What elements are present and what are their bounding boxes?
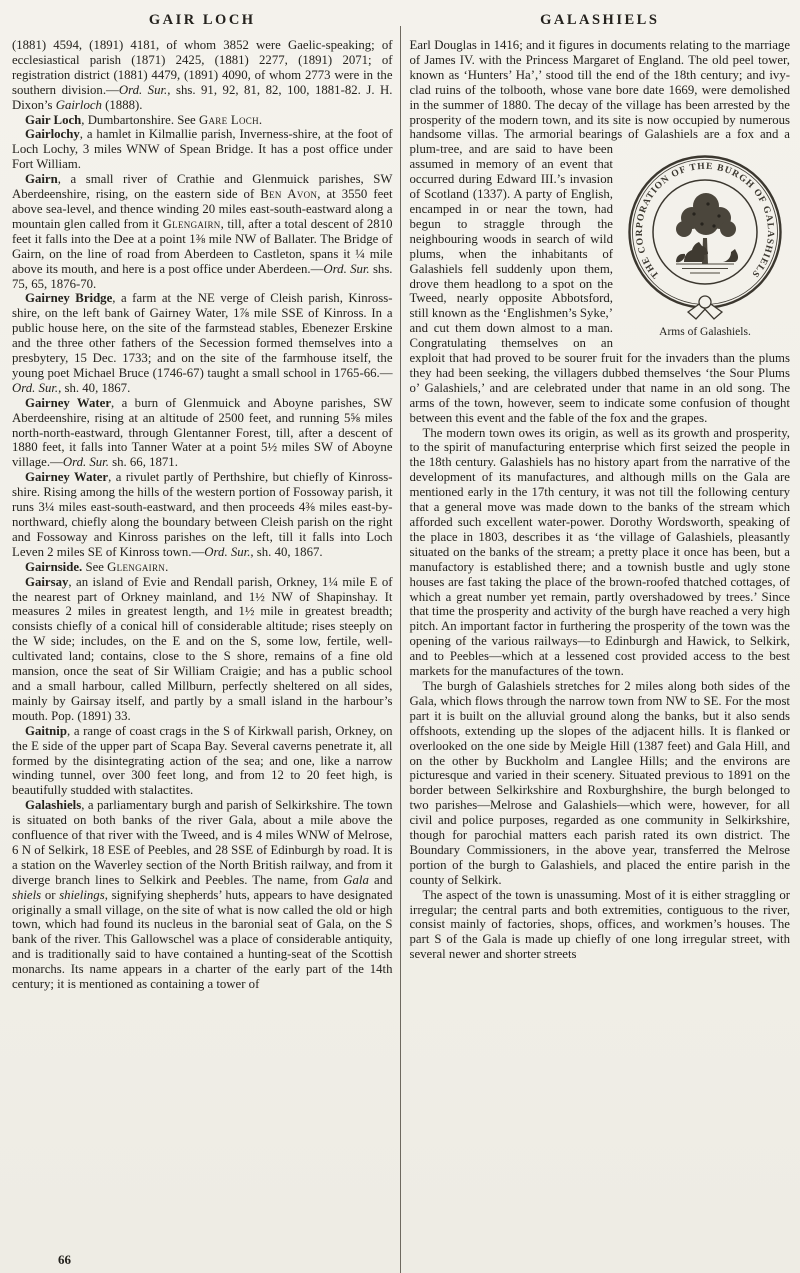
left-running-head: GAIR LOCH: [148, 12, 256, 28]
seal-fox-right: [723, 249, 738, 262]
seal-ring-text: THE CORPORATION OF THE BURGH OF GALASHIELS: [634, 162, 776, 281]
seal-ground: [676, 264, 734, 273]
paragraph-modern-town: The modern town owes its origin, as well as its growth and prosperity, to the spirit of manufacturing enterprise which first seized the people in the 18th century. Galashiels has no history apart from the narrative of the development of its manufactures, and although mills on the Gala are mentioned early in the 17th century, it was not till the following century that a general move was made down to the banks of the stream which afforded such excellent water-power. Dorothy Wordsworth, speaking of the place in 1803, describes it as ‘the village of Galashiels, pleasantly situated on the banks of the stream; a pretty place it once has been, but a manufactory is established there; and a townish bustle and ugly stone houses are fast taking the place of the brown-roofed thatched cottages, of which a great number yet remain, partly overshadowed by trees.’ Since that time the prosperity and activity of the burgh have reached a very high pitch. An important factor in furthering the prosperity of the town was the opening of the various railways—to Edinburgh and Hawick, to Selkirk, and to Peebles—which at a lessened cost provided access to the best markets for the manufactures of the town.: [409, 425, 790, 679]
galashiels-text-before-seal: Earl Douglas in 1416; and it figures in documents relating to the marriage of James IV. with the Princess Margaret of England. The old peel tower, known as ‘Hunters’ Ha’,’ stood till the end of the 18th century; and ivy-clad ruins of the tolbooth, whose vane bore date 1669, were demolished in the summer of 1880. The decay of the village has been arrested by the prosperity of the modern town, and its site is now occupied by numerous handsome villas. The armorial bearings of Galashiels: [409, 38, 790, 142]
entry-gairnside: Gairnside. See Glengairn.: [25, 559, 169, 574]
paragraph-burgh-extent: The burgh of Galashiels stretches for 2 miles along both sides of the Gala, which flows through the narrow town from NW to SE. For the most part it is built on the alluvial ground along the banks, but it also sends offshoots, extending up the slopes of the adjacent hills. It is flanked or overlooked on the one side by Meigle Hill (1387 feet) and Gala Hill, and on the other by Buckholm and Langlee Hills; and the environs are picturesque and varied in their scenery. Situated previous to 1891 on the border between Selkirkshire and Roxburghshire, the burgh belonged to two parishes—Melrose and Galashiels—which were, however, for all civil and police purposes, regarded as one community in Selkirkshire, though for parochial matters each parish rated its own district. The Boundary Commissioners, in the above year, transferred the Melrose portion of the burgh to Galashiels, and placed the entire parish in the county of Selkirk.: [409, 678, 790, 887]
entry-gairlochy: Gairlochy, a hamlet in Kilmallie parish, Inverness-shire, at the foot of Loch Lochy, 3 miles WNW of Spean Bridge. It has a post office under Fort William.: [12, 127, 393, 172]
paragraph-town-aspect: The aspect of the town is unassuming. Most of it is either straggling or irregular; the central parts and both extremities, contiguous to the river, consist mainly of factories, shops, offices, and workmen’s houses. The part S of the Gala is made up chiefly of one long irregular street, with several newer and shorter streets: [409, 887, 790, 962]
entry-gairsay: Gairsay, an island of Evie and Rendall parish, Orkney, 1¼ mile E of the nearest part of Orkney mainland, and 1½ NW of Shapinshay. It measures 2 miles in greatest length, and 1½ mile in greatest breadth; consists chiefly of a conical hill of considerable altitude; rises steeply on the W side; includes, on the E and on the S, some low, fertile, well-cultivated land; contains, close to the S shore, remains of a fine old mansion, once the seat of Sir William Craigie; and has a public school and a small harbour, called Millburn, perfectly sheltered on all sides, mainly by Gairsay itself, and partly by a small island in the harbour’s mouth. Pop. (1891) 33.: [12, 574, 393, 723]
page-number: 66: [58, 1252, 71, 1267]
galashiels-text-after-seal: are a fox and a plum-tree, and are said to have been assumed in memory of an event that occurred during Edward III.’s invasion of Scotland (1337). A party of English, encamped in or near the town, had begun to straggle through the neighbouring woods in search of wild plums, when the inhabitants of Galashiels fell suddenly upon them, drove them headlong to a spot on the Tweed, nearly opposite Abbotsford, still known as the ‘Englishmen’s Syke,’ and cut them down almost to a man. Congratulating themselves on an exploit that had proved to be sourer fruit for the invaders than the plums they had been seeking, the villagers dubbed themselves ‘the Sour Plums o’ Galashiels,’ and are celebrated under that name in an old song. The arms of the town, however, seem to indicate some confusion of thought between this event and the fable of the fox and the grapes.: [409, 127, 790, 425]
entry-gairney-water-burn: Gairney Water, a burn of Glenmuick and Aboyne parishes, SW Aberdeenshire, rising at an altitude of 2500 feet, and running 5⅝ miles north-north-eastward, through Glentanner Forest, till, after a descent of 1880 feet, it falls into Tanner Water at a point 5½ miles SW of Aboyne village.—Ord. Sur. sh. 66, 1871.: [12, 395, 393, 470]
entry-gairney-water-rivulet: Gairney Water, a rivulet partly of Perthshire, but chiefly of Kinross-shire. Rising among the hills of the western portion of Fossoway parish, it runs 3¼ miles east-south-eastward, and then proceeds 4⅜ miles east-by-northward, chiefly along the boundary between Cleish parish on the right and Fossoway and Kinross parishes on the left, till it falls into Loch Leven 2 miles SE of Kinross town.—Ord. Sur., sh. 40, 1867.: [12, 470, 393, 559]
left-column: [12, 10, 400, 1273]
entry-gair-loch: Gair Loch, Dumbartonshire. See Gare Loch.: [25, 112, 263, 127]
two-column-layout: [12, 10, 790, 1273]
right-column: [401, 10, 791, 1273]
entry-galashiels: Galashiels, a parliamentary burgh and parish of Selkirkshire. The town is situated on both banks of the river Gala, about a mile above the confluence of that river with the Tweed, and is 4 miles WNW of Melrose, 6 N of Selkirk, 18 ESE of Peebles, and 28 SSE of Edinburgh by road. It is a station on the Waverley section of the North British railway, and from it diverge branch lines to Selkirk and Peebles. The name, from Gala and shiels or shielings, signifying shepherds’ huts, appears to have designated originally a small village, on the site of what is now called the old or high town, which had found its nucleus in the baronial seat of Gala, on the S bank of the river. This Gallowschel was a place of considerable antiquity, and is traditionally said to have contained a hunting-seat of the Scottish monarchs. Its name appears in a charter of the early part of the 14th century; it is mentioned as containing a tower of: [12, 798, 393, 992]
galashiels-seal-image: [622, 144, 788, 324]
entry-gairn: Gairn, a small river of Crathie and Glenmuick parishes, SW Aberdeenshire, rising, on the eastern side of Ben Avon, at 3550 feet above sea-level, and thence winding 20 miles east-south-eastward along a mountain glen called from it Glengairn, till, after a total descent of 2810 feet it falls into the Dee at a point 1⅜ mile NW of Ballater. The Bridge of Gairn, on the line of road from Aberdeen to Castleton, spans it ¼ mile above its mouth, and here is a post office under Aberdeen.—Ord. Sur. shs. 75, 65, 1876-70.: [12, 172, 393, 291]
entry-gairloch-continuation: (1881) 4594, (1891) 4181, of whom 3852 were Gaelic-speaking; of ecclesiastical parish (1871) 2425, (1881) 2277, (1891) 2071; of registration district (1881) 4479, (1891) 4090, of whom 2773 were in the southern division.—Ord. Sur., shs. 91, 92, 81, 82, 100, 1881-82. J. H. Dixon’s Gairloch (1888).: [12, 38, 393, 112]
entry-gaitnip: Gaitnip, a range of coast crags in the S of Kirkwall parish, Orkney, on the E side of the upper part of Scapa Bay. Several caverns penetrate it, all formed by the disintegrating action of the sea; and one, like a narrow winding tunnel, over 300 feet long, and from 12 to 20 feet high, is beautifully studded with stalactites.: [12, 723, 393, 798]
entry-gairney-bridge: Gairney Bridge, a farm at the NE verge of Cleish parish, Kinross-shire, on the left bank of Gairney Water, 1⅞ mile SSE of Kinross. In a public house here, on the site of the farmstead stables, Ebenezer Erskine and the three other fathers of the Secession formed themselves into a presbytery, 15 Dec. 1733; and on the site of the farmhouse itself, the young poet Michael Bruce (1746-67) taught a small school in 1765-66.—Ord. Sur., sh. 40, 1867.: [12, 291, 393, 395]
entry-galashiels-continued: [410, 38, 791, 426]
seal-caption: Arms of Galashiels.: [659, 326, 751, 339]
seal-figure: [620, 144, 790, 339]
right-running-head: GALASHIELS: [540, 12, 660, 28]
